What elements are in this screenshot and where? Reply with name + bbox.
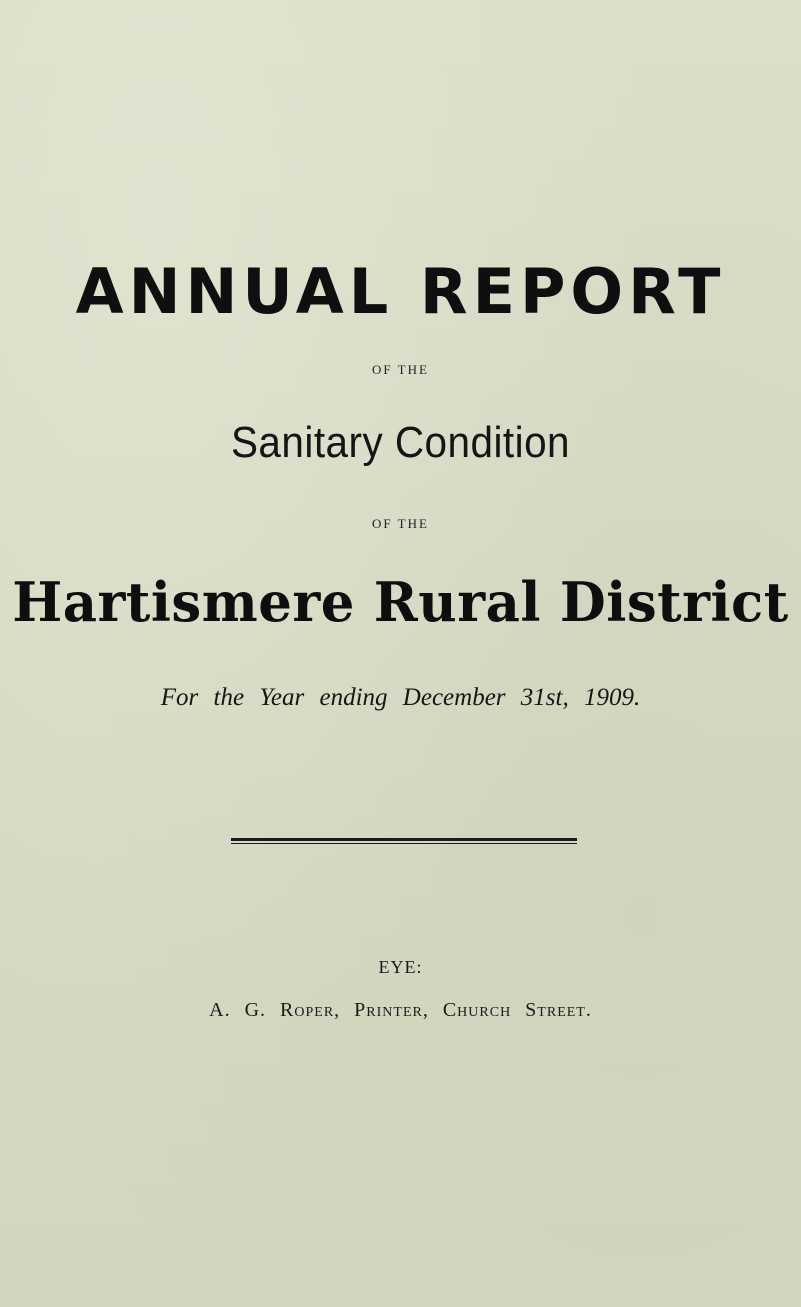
- district-name: Hartismere Rural District: [12, 570, 789, 634]
- double-rule-top: [231, 838, 577, 841]
- of-the-label-1: OF THE: [372, 362, 429, 377]
- report-title: ANNUAL REPORT: [75, 255, 726, 328]
- double-rule-bottom: [231, 843, 577, 844]
- of-the-label-2: OF THE: [372, 516, 429, 531]
- printer-imprint: A. G. Roper, Printer, Church Street.: [209, 999, 592, 1021]
- report-period: For the Year ending December 31st, 1909.: [160, 684, 641, 711]
- report-subject: Sanitary Condition: [230, 418, 571, 467]
- publication-place: EYE:: [378, 957, 423, 977]
